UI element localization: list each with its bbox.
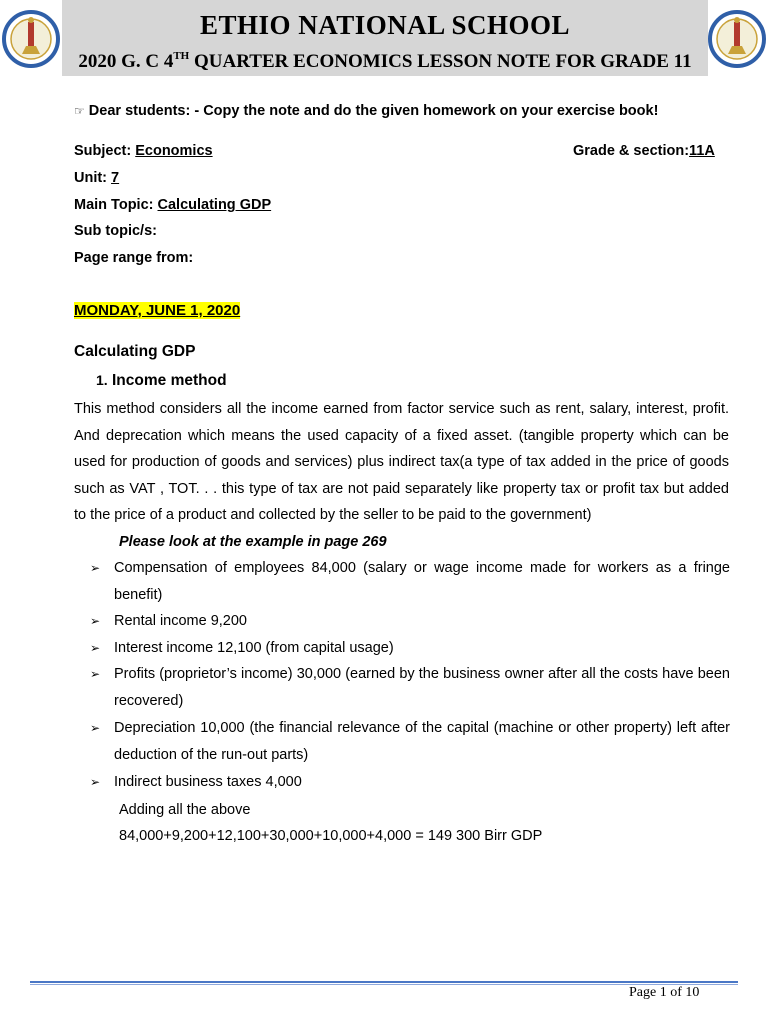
method-heading [96, 372, 227, 390]
grade-line [573, 143, 715, 159]
subject-value: Economics [135, 143, 213, 159]
subtitle-superscript: TH [173, 50, 190, 62]
section-title: Calculating GDP [74, 343, 196, 360]
list-item [90, 635, 730, 662]
list-item [90, 769, 730, 796]
list-item [90, 608, 730, 635]
date-heading [74, 302, 240, 319]
date-heading-text: MONDAY, JUNE 1, 2020 [74, 302, 241, 319]
grade-value: 11A [689, 143, 715, 159]
main-topic-value: Calculating GDP [157, 197, 272, 213]
subject-label: Subject: [74, 143, 136, 159]
example-note: Please look at the example in page 269 [119, 534, 387, 550]
method-title: Income method [112, 372, 227, 389]
list-item-text: Rental income 9,200 [114, 613, 247, 629]
main-topic-label: Main Topic: [74, 197, 158, 213]
arrow-bullet-icon: ➢ [90, 614, 101, 628]
arrow-bullet-icon: ➢ [90, 721, 101, 735]
subtitle-part-1: 2020 G. C 4 [78, 51, 174, 72]
list-item-text: Indirect business taxes 4,000 [114, 774, 302, 790]
arrow-bullet-icon: ➢ [90, 775, 101, 789]
unit-value: 7 [111, 170, 120, 186]
subtitle-part-2: QUARTER ECONOMICS LESSON NOTE FOR GRADE 11 [189, 51, 692, 72]
grade-label: Grade & section: [573, 143, 690, 159]
list-item-text: Interest income 12,100 (from capital usage) [114, 640, 394, 656]
intro-line [74, 103, 658, 119]
list-item [90, 555, 730, 608]
lesson-subtitle [62, 50, 708, 73]
school-name: ETHIO NATIONAL SCHOOL [199, 10, 571, 40]
subject-line [74, 143, 213, 159]
adding-label: Adding all the above [119, 802, 251, 818]
list-item-text: Compensation of employees 84,000 (salary or wage income made for workers as a fringe benefit) [114, 560, 730, 603]
method-number: 1. [96, 372, 108, 388]
income-method-paragraph: This method considers all the income earned from factor service such as rent, salary, interest, profit. And deprecation which means the used capacity of a fixed asset. (tangible property which can be used for production of goods and services) plus indirect tax(a type of tax added in the price of goods such as VAT , TOT. . . this type of tax are not paid separately like property tax or profit tax but added to the price of a product and collected by the seller to be paid to the government) [74, 401, 729, 523]
page-header [62, 0, 708, 76]
list-item [90, 661, 730, 714]
unit-line [74, 170, 119, 186]
pointing-hand-icon: ☞ [74, 104, 85, 118]
arrow-bullet-icon: ➢ [90, 667, 101, 681]
page-range-line: Page range from: [74, 250, 194, 266]
list-item-text: Depreciation 10,000 (the financial relevance of the capital (machine or other property) left after deduction of the run-out parts) [114, 720, 730, 763]
main-topic-line [74, 197, 271, 213]
page-number: Page 1 of 10 [629, 985, 700, 1000]
list-item [90, 715, 730, 768]
arrow-bullet-icon: ➢ [90, 561, 101, 575]
school-logo-left [2, 2, 60, 76]
arrow-bullet-icon: ➢ [90, 641, 101, 655]
footer-divider [30, 981, 738, 983]
list-item-text: Profits (proprietor’s income) 30,000 (earned by the business owner after all the costs have been recovered) [114, 666, 730, 709]
school-logo-right [708, 2, 766, 76]
unit-label: Unit: [74, 170, 112, 186]
gdp-equation: 84,000+9,200+12,100+30,000+10,000+4,000 = 149 300 Birr GDP [119, 828, 543, 844]
intro-text: Dear students: - Copy the note and do the given homework on your exercise book! [88, 103, 659, 119]
sub-topic-line: Sub topic/s: [74, 223, 157, 239]
